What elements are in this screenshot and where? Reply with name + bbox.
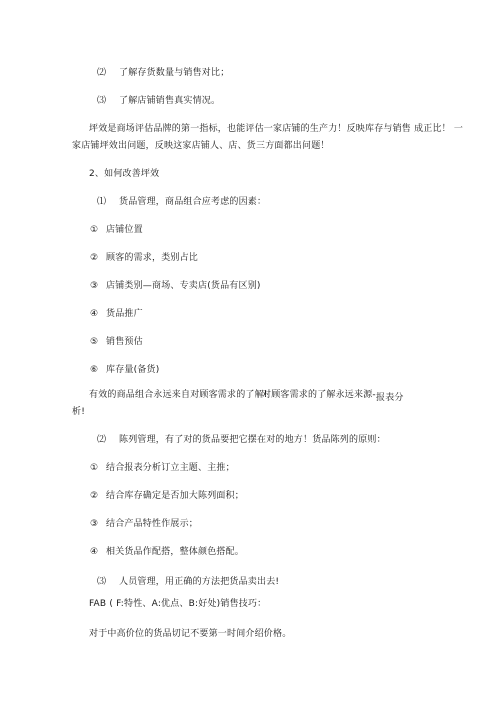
- item-understand-sales: [97, 95, 220, 107]
- item-marker: ③: [90, 281, 99, 291]
- item-text: 店铺位置: [106, 225, 143, 235]
- factor-item: [90, 336, 143, 348]
- item-text: 结合报表分析订立主题、主推；: [106, 463, 235, 473]
- goods-note-line2: 析!: [72, 407, 86, 417]
- item-marker: ④: [90, 309, 99, 319]
- factor-item: [90, 224, 143, 236]
- factor-item: [90, 252, 198, 264]
- item-marker: ⑵: [97, 435, 107, 445]
- item-text: 陈列管理，有了对的货品要把它摆在对的地方！货品陈列的原则：: [119, 435, 386, 445]
- item-text: 结合库存确定是否加大陈列面积；: [106, 491, 245, 501]
- display-rule: [90, 518, 198, 530]
- item-text: 了解存货数量与销售对比；: [119, 68, 230, 78]
- factor-item: [90, 280, 261, 292]
- item-marker: ⑥: [90, 365, 99, 375]
- factor-item: [90, 364, 159, 376]
- item-marker: ④: [90, 547, 99, 557]
- fab-line: FAB ( F:特性、A:优点、B:好处)销售技巧：: [89, 599, 267, 609]
- price-tip: 对于中高价位的货品切记不要第一时间介绍价格。: [89, 629, 292, 639]
- item-text: 了解店铺销售真实情况。: [119, 96, 221, 106]
- item-marker: ⑤: [90, 337, 99, 347]
- item-marker: ①: [90, 225, 99, 235]
- display-rule: [90, 490, 244, 502]
- item-marker: ⑵: [97, 68, 107, 78]
- item-text: 货品推广: [106, 309, 143, 319]
- item-marker: ③: [90, 519, 99, 529]
- item-text: 店铺类别—商场、专卖店(货品有区别): [106, 281, 261, 291]
- item-text: 库存量(备货): [106, 365, 160, 375]
- item-marker: ②: [90, 491, 99, 501]
- goods-note-part1: 有效的商品组合永远来自对顾客需求的了解!: [89, 390, 268, 400]
- item-understand-stock: [97, 67, 229, 79]
- display-intro: [97, 434, 386, 446]
- paragraph-line: 家店铺坪效出问题，反映这家店铺人、店、货三方面都出问题！: [72, 141, 330, 151]
- display-rule: [90, 546, 244, 558]
- item-text: 顾客的需求，类别占比: [106, 253, 199, 263]
- section-heading: 2、如何改善坪效: [89, 169, 160, 179]
- item-marker: ②: [90, 253, 99, 263]
- goods-note-part2: 对顾客需求的了解永远来源-: [262, 390, 376, 400]
- goods-intro: [97, 196, 266, 208]
- item-marker: ⑴: [97, 197, 107, 207]
- item-text: 销售预估: [106, 337, 143, 347]
- item-text: 结合产品特性作展示；: [106, 519, 199, 529]
- item-marker: ①: [90, 463, 99, 473]
- item-text: 货品管理，商品组合应考虑的因素：: [119, 197, 267, 207]
- item-marker: ⑶: [97, 577, 107, 587]
- paragraph-line: 坪效是商场评估品牌的第一指标，也能评估一家店铺的生产力！反映库存与销售 成正比！ 一: [89, 124, 464, 134]
- display-rule: [90, 462, 235, 474]
- goods-note-part3: 报表分: [376, 393, 404, 403]
- item-text: 相关货品作配搭，整体颜色搭配。: [106, 547, 245, 557]
- item-text: 人员管理，用正确的方法把货品卖出去!: [119, 577, 280, 587]
- staff-intro: [97, 576, 279, 588]
- factor-item: [90, 308, 143, 320]
- item-marker: ⑶: [97, 96, 107, 106]
